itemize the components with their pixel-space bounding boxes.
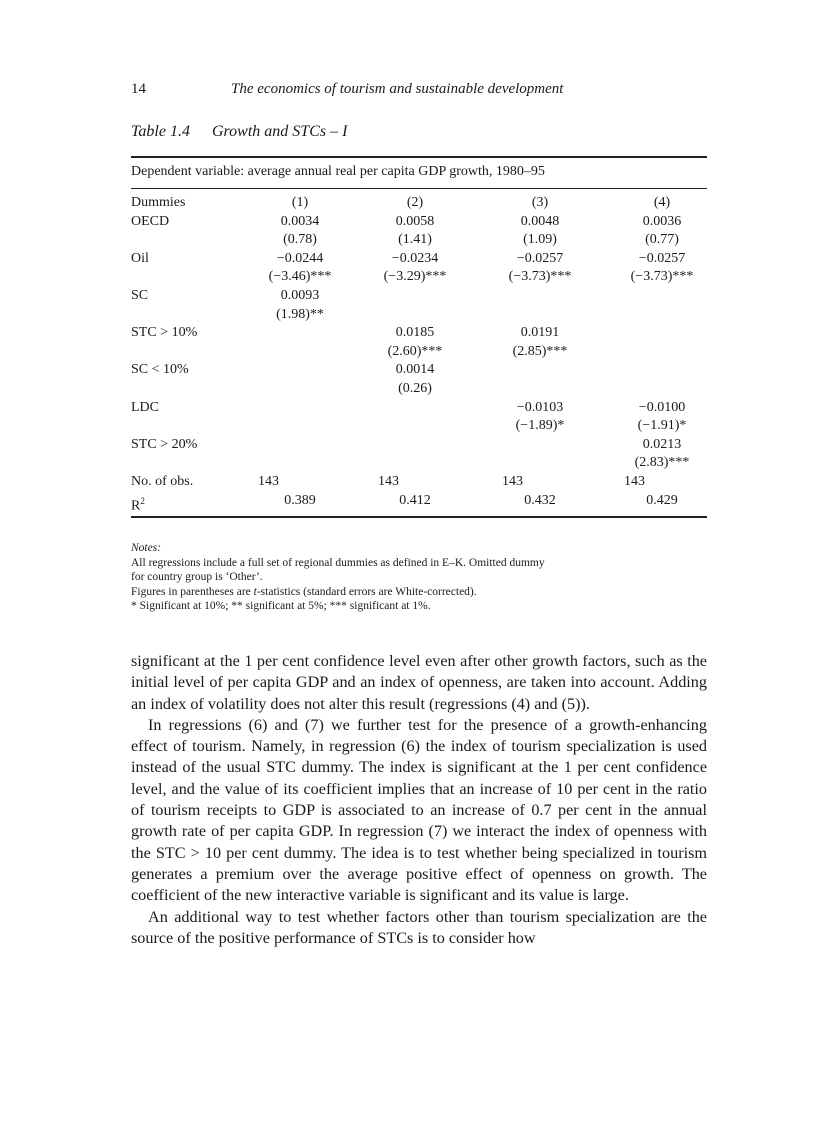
row-label: STC > 20% [131,436,198,452]
table-cell: (2.85)*** [512,343,568,359]
paragraph: In regressions (6) and (7) we further test for the presence of a growth-enhancing effect of tourism. Namely, in regression (6) the index of tourism specialization is used instead of the usual STC dummy. The index is significant at the 1 per cent confidence level, and the value of its coefficient implies that an increase of 10 per cent in the ratio of tourism receipts to GDP is associated to an increase of 0.7 per cent in the annual growth rate of per capita GDP. In regression (7) we interact the index of openness with the STC > 10 per cent dummy. The idea is to test whether being specialized in tourism generates a premium over the average positive effect of openness on growth. The coefficient of the new interactive variable is significant and its value is large. [131,715,707,905]
column-header: (2) [406,195,424,210]
running-title: The economics of tourism and sustainable development [231,81,564,97]
table-header-rule [131,188,707,189]
table-cell: 143 [258,474,279,489]
table-cell: 0.0036 [642,213,682,229]
table-title: Growth and STCs – I [211,123,348,140]
row-label: STC > 10% [131,325,198,341]
table-cell: (1.09) [523,232,557,248]
table-cell: 0.0048 [520,213,560,229]
table-bottom-rule [131,516,707,518]
table-cell: 0.432 [524,492,556,508]
notes-heading: Notes: [131,542,162,554]
row-label: SC [131,288,149,303]
row-label: SC < 10% [131,362,189,378]
table-cell: (0.77) [645,232,679,248]
table-cell: 0.0191 [520,325,560,341]
column-header: (4) [653,195,671,210]
table-top-rule [131,156,707,158]
page-number: 14 [131,81,146,97]
table-cell: 0.0014 [395,362,435,378]
table-cell: −0.0244 [276,250,324,266]
table-cell: −0.0257 [638,250,686,266]
table-cell: (0.26) [398,381,432,396]
column-header: (3) [531,195,549,210]
row-label: OECD [131,213,170,229]
dependent-variable: Dependent variable: average annual real per capita GDP growth, 1980–95 [131,164,545,179]
note-line: * Significant at 10%; ** significant at 5%; *** significant at 1%. [131,600,431,613]
table-cell: 143 [378,474,399,489]
table-cell: 0.0034 [280,213,320,229]
table-cell: −0.0234 [391,250,439,266]
table-cell: −0.0100 [638,399,686,415]
table-cell: (2.83)*** [634,455,690,471]
note-line: for country group is ‘Other’. [131,571,263,584]
row-label: $R^2$ [131,495,145,514]
row-label: Oil [131,250,149,266]
table-cell: (−3.46)*** [268,269,332,285]
paragraph: significant at the 1 per cent confidence level even after other growth factors, such as the initial level of per capita GDP and an index of openness, are taken into account. Adding an index of volatility does not alter this result (regressions (4) and (5)). [131,652,707,713]
table-cell: (1.41) [398,232,432,248]
note-line: Figures in parentheses are t-statistics (standard errors are White-corrected). [131,585,477,598]
table-notes [131,541,711,614]
table-cell: (−3.29)*** [383,269,447,285]
table-label: Table 1.4 [131,123,190,140]
column-header-label: Dummies [131,195,186,210]
table-cell: 0.0185 [395,325,435,341]
table-cell: 0.389 [284,492,316,508]
table-cell: (−1.89)* [515,418,565,434]
table-cell: 0.0213 [642,436,682,452]
table-cell: 0.429 [646,492,678,508]
column-header: (1) [291,195,309,210]
table-cell: −0.0257 [516,250,564,266]
table-cell: 0.0058 [395,213,435,229]
table-cell: −0.0103 [516,399,564,415]
table-cell: 0.0093 [280,288,320,303]
table-cell: 0.412 [399,492,431,508]
table-cell: (0.78) [283,232,317,248]
note-line: All regressions include a full set of regional dummies as defined in E–K. Omitted dummy [131,556,545,569]
table-cell: (−1.91)* [637,418,687,434]
table-cell: 143 [502,474,523,489]
row-label: No. of obs. [131,474,194,489]
paragraph: An additional way to test whether factors other than tourism specialization are the source of the positive performance of STCs is to consider how [131,907,707,947]
table-caption [131,123,347,141]
table-cell: 143 [624,474,645,489]
table-cell: (−3.73)*** [630,269,694,285]
table-cell: (−3.73)*** [508,269,572,285]
body-text [131,651,707,949]
row-label: LDC [131,399,159,415]
table-cell: (2.60)*** [387,343,443,359]
table-cell: (1.98)** [276,306,324,322]
